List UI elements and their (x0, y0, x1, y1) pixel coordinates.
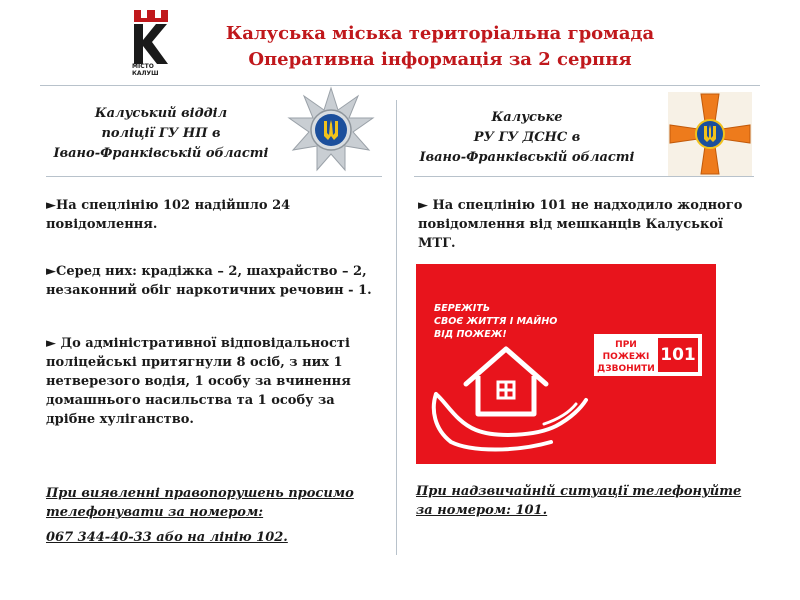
dsns-contact-text: При надзвичайній ситуації телефонуйте за номером: 101. (416, 484, 742, 518)
police-org-line3: Івано-Франківській області (53, 146, 269, 161)
police-org-line1: Калуський відділ (94, 106, 228, 121)
police-phone: 067 344-40-33 або на лінію 102. (46, 530, 288, 545)
banner-call-box (594, 334, 702, 376)
police-badge-icon (286, 86, 376, 174)
police-header-divider (46, 176, 382, 177)
police-report-admin: ► До адміністративної відповідальності поліцейські притягнули 8 осіб, з них 1 нетверезого водія, 1 особу за вчинення домашнього насильства та 1 особу за дрібне хуліганство. (46, 336, 351, 427)
logo-caption: МІСТО КАЛУШ (132, 63, 159, 77)
column-divider (396, 100, 397, 555)
header-divider (40, 85, 760, 86)
banner-call-line3: ДЗВОНИТИ (597, 364, 655, 374)
dsns-header-divider (414, 176, 754, 177)
banner-line3: ВІД ПОЖЕЖ! (434, 329, 507, 340)
banner-line2: СВОЄ ЖИТТЯ І МАЙНО (434, 316, 558, 327)
dsns-emblem-icon (668, 92, 752, 176)
police-org-line2: поліції ГУ НП в (101, 126, 221, 141)
dsns-report: ► На спецлінію 101 не надходило жодного повідомлення від мешканців Калуської МТГ. (418, 198, 743, 251)
banner-emergency-number: 101 (658, 338, 698, 372)
dsns-org-line3: Івано-Франківській області (419, 150, 635, 165)
police-report-crimes: ►Серед них: крадіжка – 2, шахрайство – 2, незаконний обіг наркотичних речовин - 1. (46, 264, 372, 298)
dsns-org-line2: РУ ГУ ДСНС в (473, 130, 581, 145)
dsns-org-line1: Калуське (491, 110, 563, 125)
police-contact-text: При виявленні правопорушень просимо телефонувати за номером: (46, 486, 354, 520)
banner-call-line1: ПРИ (615, 340, 637, 350)
banner-call-text (596, 339, 656, 375)
banner-call-line2: ПОЖЕЖІ (602, 352, 650, 362)
house-in-hand-icon (426, 334, 596, 454)
police-org-name (46, 104, 276, 164)
fire-safety-banner (416, 264, 716, 464)
page-title: Калуська міська територіальна громада (225, 23, 655, 44)
page-subtitle: Оперативна інформація за 2 серпня (248, 49, 632, 70)
dsns-org-name (412, 108, 642, 168)
police-report-calls: ►На спецлінію 102 надійшло 24 повідомлення. (46, 198, 291, 232)
banner-line1: БЕРЕЖІТЬ (434, 303, 491, 314)
